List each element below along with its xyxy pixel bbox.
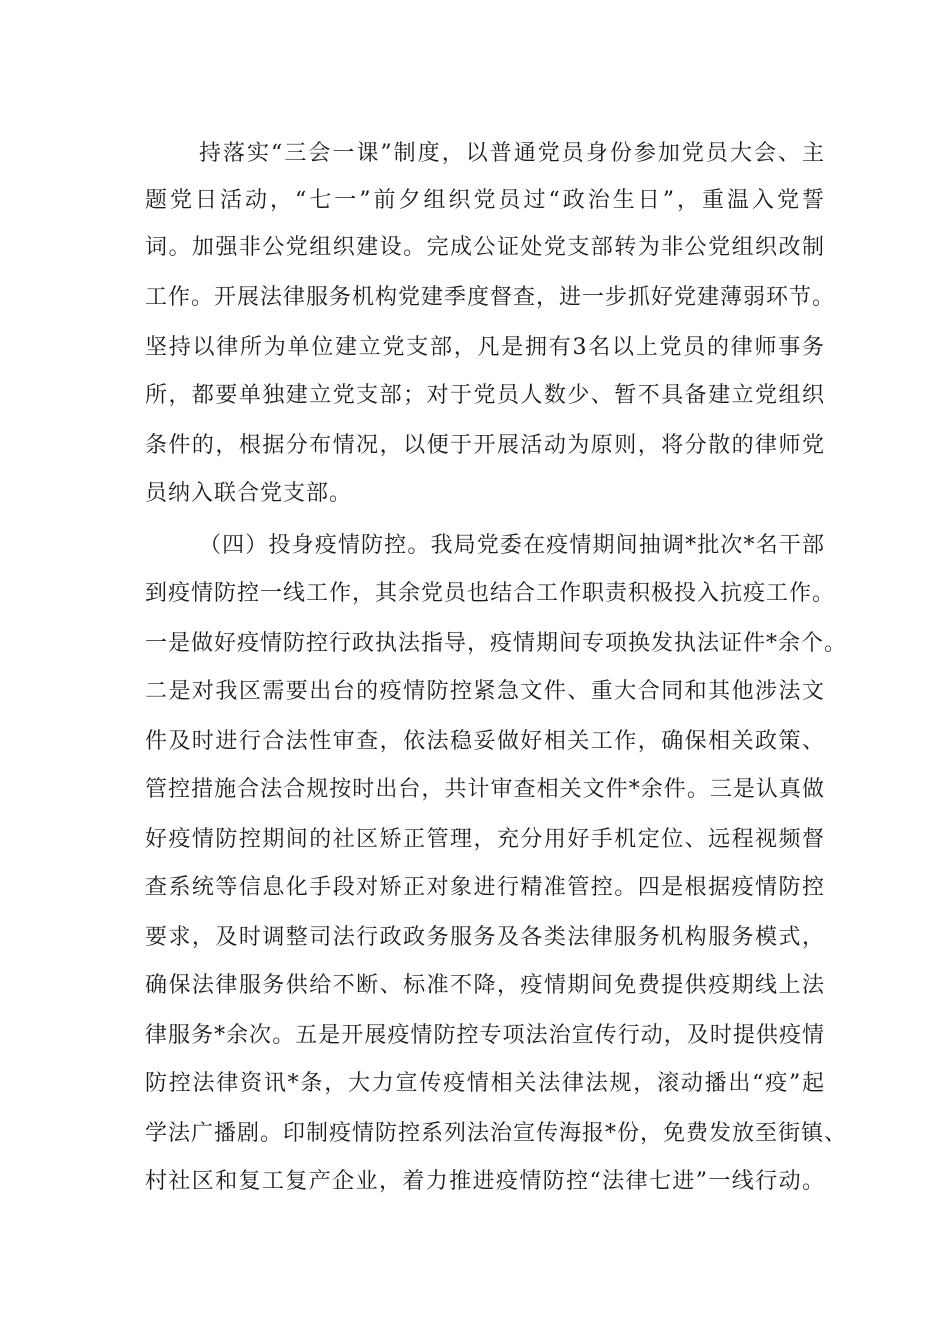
text-line: 防控法律资讯*条，大力宣传疫情相关法律法规，滚动播出“疫”起 [145, 1071, 825, 1096]
text-line: 管控措施合法合规按时出台，共计审查相关文件*余件。三是认真做 [145, 777, 825, 802]
text-line: 一是做好疫情防控行政执法指导，疫情期间专项换发执法证件*余个。 [145, 631, 848, 656]
text-line: 学法广播剧。印制疫情防控系列法治宣传海报*份，免费发放至街镇、 [145, 1121, 848, 1146]
text-line: 好疫情防控期间的社区矫正管理，充分用好手机定位、远程视频督 [145, 827, 825, 852]
text-line: 律服务*余次。五是开展疫情防控专项法治宣传行动，及时提供疫情 [145, 1023, 825, 1048]
text-line: 村社区和复工复产企业，着力推进疫情防控“法律七进”一线行动。 [145, 1169, 825, 1194]
text-line: 持落实“三会一课”制度，以普通党员身份参加党员大会、主 [199, 141, 825, 166]
text-line: 词。加强非公党组织建设。完成公证处党支部转为非公党组织改制 [145, 235, 825, 260]
text-line: 条件的，根据分布情况，以便于开展活动为原则，将分散的律师党 [145, 433, 825, 458]
text-line: 到疫情防控一线工作，其余党员也结合工作职责积极投入抗疫工作。 [145, 581, 836, 606]
text-line: 坚持以律所为单位建立党支部，凡是拥有3名以上党员的律师事务 [145, 335, 825, 360]
text-line: 工作。开展法律服务机构党建季度督查，进一步抓好党建薄弱环节。 [145, 285, 836, 310]
text-line: 确保法律服务供给不断、标准不降，疫情期间免费提供疫期线上法 [145, 973, 825, 998]
text-line: （四）投身疫情防控。我局党委在疫情期间抽调*批次*名干部 [199, 533, 825, 558]
text-line: 题党日活动，“七一”前夕组织党员过“政治生日”，重温入党誓 [145, 188, 825, 213]
text-line: 所，都要单独建立党支部；对于党员人数少、暂不具备建立党组织 [145, 383, 825, 408]
text-line: 二是对我区需要出台的疫情防控紧急文件、重大合同和其他涉法文 [145, 679, 825, 704]
text-line: 员纳入联合党支部。 [145, 481, 353, 506]
text-line: 件及时进行合法性审查，依法稳妥做好相关工作，确保相关政策、 [145, 729, 825, 754]
text-line: 要求，及时调整司法行政政务服务及各类法律服务机构服务模式， [145, 925, 825, 950]
text-line: 查系统等信息化手段对矫正对象进行精准管控。四是根据疫情防控 [145, 875, 825, 900]
